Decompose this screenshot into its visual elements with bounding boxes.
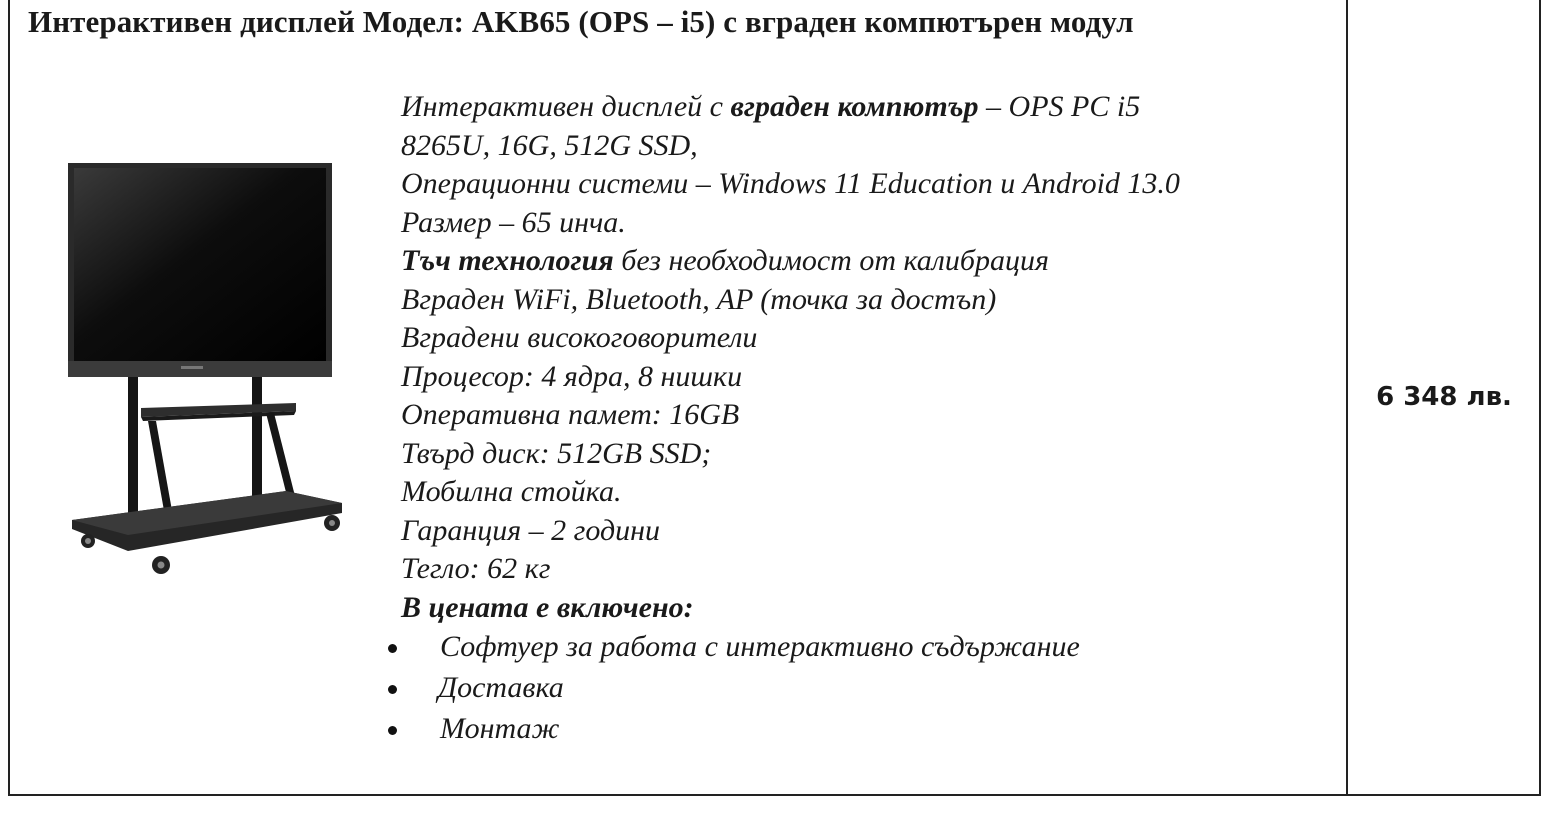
spec-line-ram: Оперативна памет: 16GB <box>401 398 740 431</box>
spec-line-weight: Тегло: 62 кг <box>401 552 551 585</box>
spec-line-pc-config: 8265U, 16G, 512G SSD, <box>401 128 698 162</box>
interactive-display-on-mobile-stand-icon <box>66 163 351 583</box>
spec-line-stand: Мобилна стойка. <box>401 475 622 508</box>
spec-line-storage: Твърд диск: 512GB SSD; <box>401 436 712 470</box>
spec-line-warranty: Гаранция – 2 години <box>401 513 661 547</box>
spec-line-size: Размер – 65 инча. <box>401 205 626 239</box>
spec-line-computer: Интерактивен дисплей с вграден компютър – OPS PC i5 <box>401 90 1141 123</box>
product-price: 6 348 лв. <box>1376 382 1512 412</box>
product-title: Интерактивен дисплей Модел: AKB65 (OPS – i5) с вграден компютърен модул <box>28 4 1134 39</box>
bullet-icon <box>388 726 397 735</box>
spec-line-speakers: Вградени високоговорители <box>401 321 758 354</box>
included-heading: В цената е включено: <box>401 590 694 624</box>
spec-line-wireless: Вграден WiFi, Bluetooth, AP (точка за достъп) <box>401 282 997 316</box>
spec-line-cpu: Процесор: 4 ядра, 8 нишки <box>401 359 743 393</box>
spec-line-os: Операционни системи – Windows 11 Education и Android 13.0 <box>401 167 1180 200</box>
bullet-icon <box>388 685 397 694</box>
spec-list <box>401 88 1180 627</box>
column-divider <box>1346 0 1348 794</box>
bullet-icon <box>388 644 397 653</box>
spec-line-touch: Тъч технология без необходимост от калибрация <box>401 244 1049 277</box>
